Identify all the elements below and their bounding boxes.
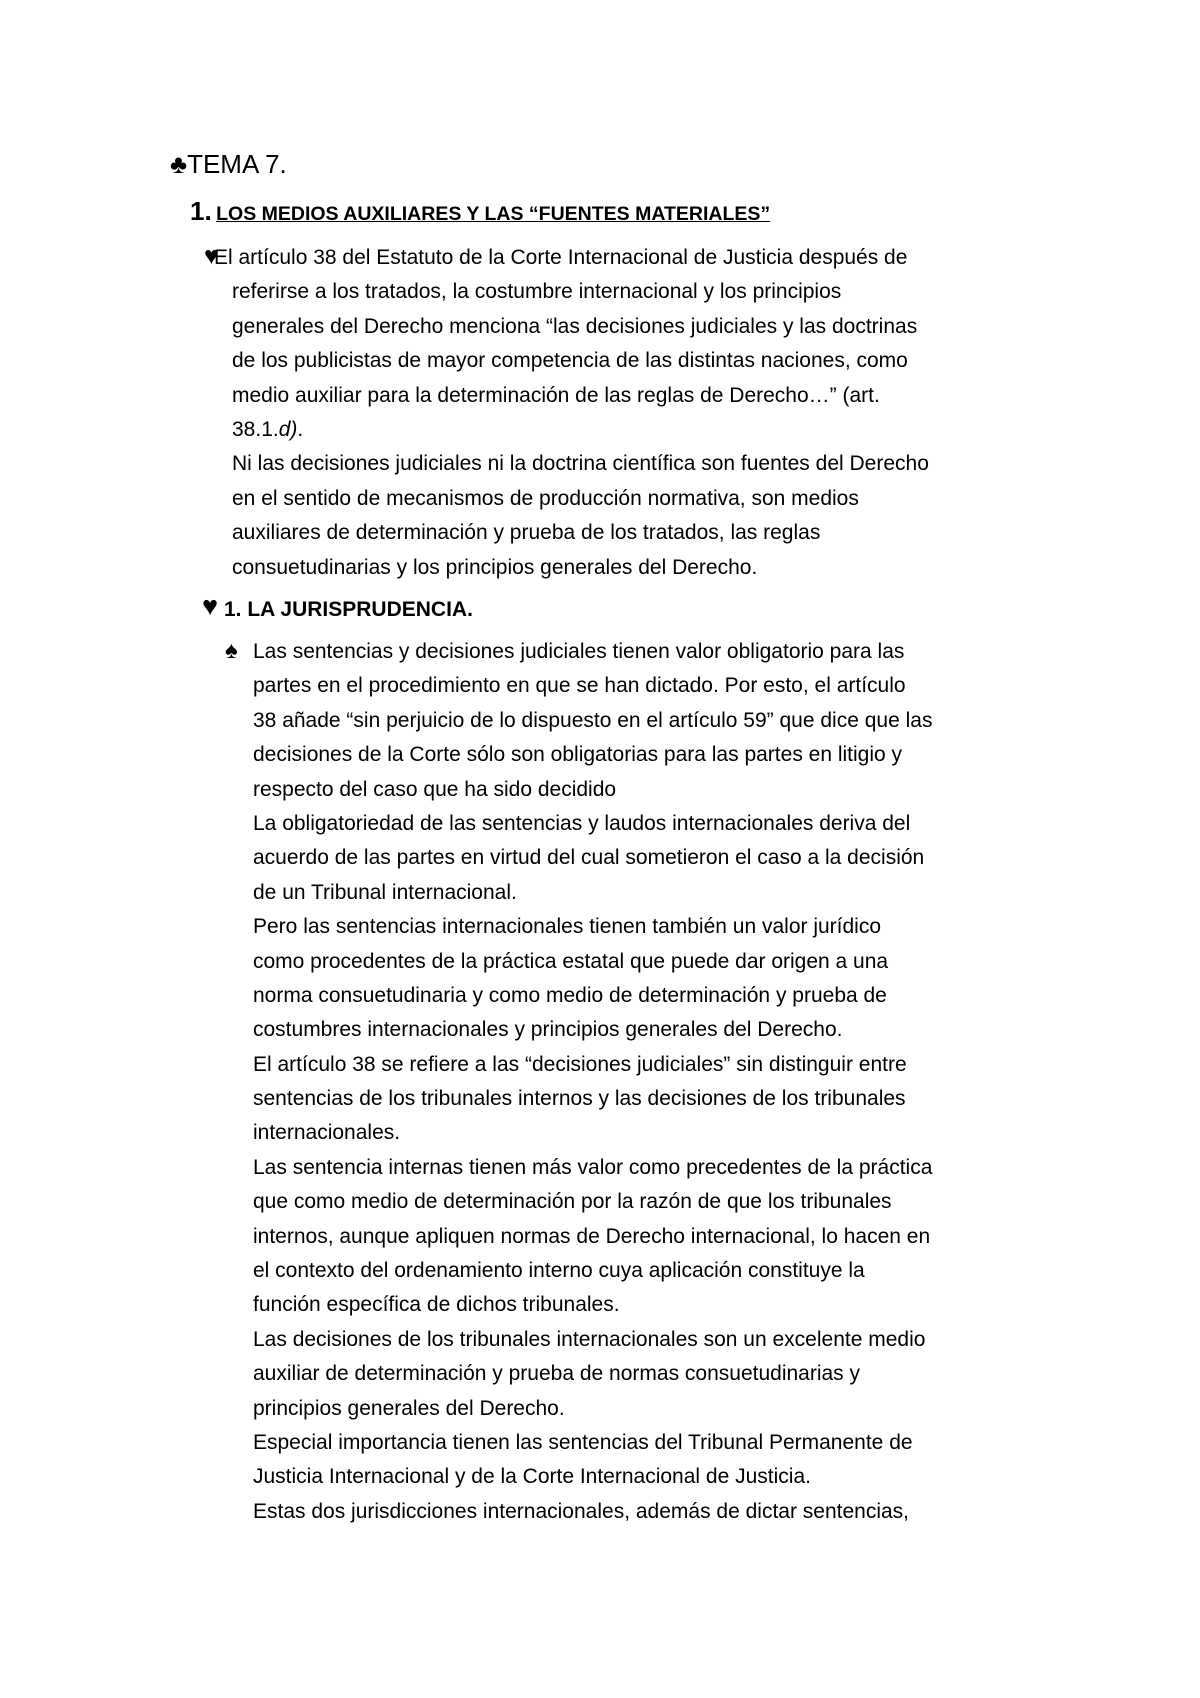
paragraph-line: El artículo 38 se refiere a las “decisiones judiciales” sin distinguir entre <box>253 1052 907 1076</box>
paragraph-line: generales del Derecho menciona “las decisiones judiciales y las doctrinas <box>232 314 918 338</box>
paragraph-line: auxiliar de determinación y prueba de normas consuetudinarias y <box>253 1362 861 1386</box>
paragraph-line: el contexto del ordenamiento interno cuya aplicación constituye la <box>253 1259 865 1283</box>
club-suit-icon: ♣ <box>170 149 188 179</box>
paragraph-line: La obligatoriedad de las sentencias y laudos internacionales deriva del <box>253 811 911 835</box>
paragraph-line: Las sentencias y decisiones judiciales tienen valor obligatorio para las <box>253 640 905 663</box>
paragraph-line: auxiliares de determinación y prueba de los tratados, las reglas <box>232 521 821 545</box>
heart-suit-icon: ♥ <box>202 591 219 621</box>
paragraph-line: sentencias de los tribunales internos y las decisiones de los tribunales <box>253 1087 906 1111</box>
section-heading <box>190 193 770 234</box>
document-title <box>170 144 287 184</box>
paragraph-line: consuetudinarias y los principios generales del Derecho. <box>232 555 758 579</box>
spade-suit-icon: ♠ <box>225 637 238 664</box>
paragraph-line: Pero las sentencias internacionales tienen también un valor jurídico <box>253 915 882 939</box>
paragraph-line: 38 añade “sin perjuicio de lo dispuesto en el artículo 59” que dice que las <box>253 708 933 732</box>
paragraph-line: respecto del caso que ha sido decidido <box>253 777 617 801</box>
section-heading-text: LOS MEDIOS AUXILIARES Y LAS “FUENTES MATERIALES” <box>216 203 771 225</box>
paragraph-line: de un Tribunal internacional. <box>253 880 517 904</box>
paragraph-line: en el sentido de mecanismos de producción normativa, son medios <box>232 486 859 510</box>
paragraph-line: norma consuetudinaria y como medio de determinación y prueba de <box>253 983 887 1007</box>
paragraph-line: decisiones de la Corte sólo son obligatorias para las partes en litigio y <box>253 743 903 767</box>
paragraph-line: principios generales del Derecho. <box>253 1396 565 1420</box>
paragraph-line: Las sentencia internas tienen más valor como precedentes de la práctica <box>253 1155 933 1179</box>
heart-suit-icon: ♥ <box>204 242 219 270</box>
paragraph-line: referirse a los tratados, la costumbre internacional y los principios <box>232 280 842 304</box>
paragraph-line: El artículo 38 del Estatuto de la Corte Internacional de Justicia después de <box>214 246 908 269</box>
paragraph-line: Especial importancia tienen las sentencias del Tribunal Permanente de <box>253 1430 913 1454</box>
paragraph-line: medio auxiliar para la determinación de las reglas de Derecho…” (art. <box>232 383 880 407</box>
paragraph-line: 38.1.d). <box>232 417 304 441</box>
section-number: 1. <box>190 196 212 226</box>
paragraph-line: Ni las decisiones judiciales ni la doctrina científica son fuentes del Derecho <box>232 452 929 476</box>
paragraph-line: acuerdo de las partes en virtud del cual sometieron el caso a la decisión <box>253 846 925 870</box>
paragraph-line: partes en el procedimiento en que se han dictado. Por esto, el artículo <box>253 674 906 698</box>
paragraph-line: como procedentes de la práctica estatal que puede dar origen a una <box>253 949 889 973</box>
paragraph-line: Estas dos jurisdicciones internacionales, además de dictar sentencias, <box>253 1499 910 1523</box>
paragraph-line: que como medio de determinación por la razón de que los tribunales <box>253 1190 892 1214</box>
paragraph-line: internos, aunque apliquen normas de Derecho internacional, lo hacen en <box>253 1224 931 1248</box>
paragraph-line: costumbres internacionales y principios generales del Derecho. <box>253 1018 843 1042</box>
subsection-paragraph <box>225 635 933 1529</box>
title-text: TEMA 7. <box>187 149 287 179</box>
paragraph-line: internacionales. <box>253 1121 401 1145</box>
paragraph-line: de los publicistas de mayor competencia de las distintas naciones, como <box>232 349 908 373</box>
paragraph-line: Justicia Internacional y de la Corte Internacional de Justicia. <box>253 1465 811 1489</box>
section-paragraph <box>204 241 929 585</box>
paragraph-line: función específica de dichos tribunales. <box>253 1293 620 1317</box>
paragraph-line: Las decisiones de los tribunales internacionales son un excelente medio <box>253 1327 926 1351</box>
subsection-heading <box>202 591 473 627</box>
subsection-heading-text: 1. LA JURISPRUDENCIA. <box>224 598 473 621</box>
